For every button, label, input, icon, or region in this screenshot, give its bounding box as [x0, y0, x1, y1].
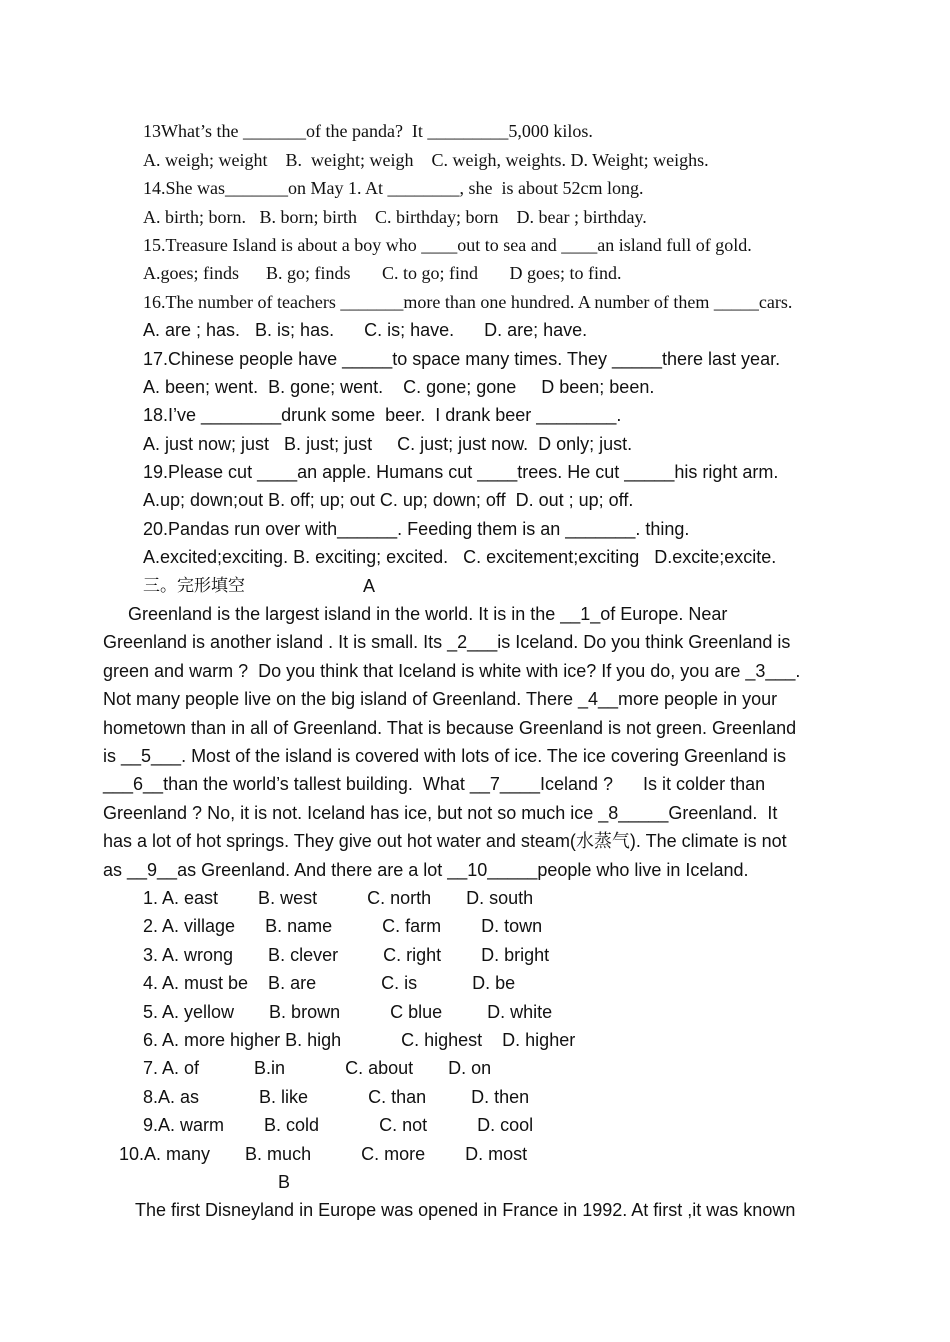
question-14: 14.She was_______on May 1. At ________, she is about 52cm long. [143, 178, 644, 198]
passage-a-line: ___6__than the world’s tallest building. What __7____Iceland ? Is it colder than [103, 774, 766, 794]
question-13: 13What’s the _______of the panda? It _________5,000 kilos. [143, 121, 593, 141]
passage-a-line: hometown than in all of Greenland. That is because Greenland is not green. Greenland [103, 718, 797, 738]
passage-a-line: Greenland is the largest island in the world. It is in the __1_of Europe. Near [103, 604, 728, 624]
options-18: A. just now; just B. just; just C. just; just now. D only; just. [143, 434, 633, 454]
passage-a-line: as __9__as Greenland. And there are a lot __10_____people who live in Iceland. [103, 860, 749, 880]
cloze-option-row: 7. A. of B.in C. about D. on [143, 1058, 492, 1078]
options-19: A.up; down;out B. off; up; out C. up; down; off D. out ; up; off. [143, 490, 634, 510]
cloze-option-row: 1. A. east B. west C. north D. south [143, 888, 534, 908]
options-15: A.goes; finds B. go; finds C. to go; find D goes; to find. [143, 263, 622, 283]
question-20: 20.Pandas run over with______. Feeding them is an _______. thing. [143, 519, 690, 539]
part-b-label: B [278, 1172, 291, 1192]
question-16: 16.The number of teachers _______more than one hundred. A number of them _____cars. [143, 292, 793, 312]
passage-a-line: green and warm ? Do you think that Iceland is white with ice? If you do, you are _3___. [103, 661, 801, 681]
cloze-option-row: 4. A. must be B. are C. is D. be [143, 973, 516, 993]
passage-a-line: Greenland ? No, it is not. Iceland has ice, but not so much ice _8_____Greenland. It [103, 803, 778, 823]
cloze-option-row: 3. A. wrong B. clever C. right D. bright [143, 945, 550, 965]
question-19: 19.Please cut ____an apple. Humans cut ____trees. He cut _____his right arm. [143, 462, 779, 482]
cloze-option-row: 10.A. many B. much C. more D. most [119, 1144, 528, 1164]
passage-a-line: Greenland is another island . It is small. Its _2___is Iceland. Do you think Greenland is [103, 632, 791, 652]
section-heading: 三。完形填空 [143, 576, 245, 596]
question-18: 18.I’ve ________drunk some beer. I drank beer ________. [143, 405, 622, 425]
passage-a-line: Not many people live on the big island of Greenland. There _4__more people in your [103, 689, 778, 709]
part-a-label: A [363, 576, 376, 596]
cloze-option-row: 8.A. as B. like C. than D. then [143, 1087, 530, 1107]
cloze-option-row: 5. A. yellow B. brown C blue D. white [143, 1002, 553, 1022]
options-14: A. birth; born. B. born; birth C. birthday; born D. bear ; birthday. [143, 207, 647, 227]
options-17: A. been; went. B. gone; went. C. gone; gone D been; been. [143, 377, 655, 397]
passage-a-line: has a lot of hot springs. They give out hot water and steam(水蒸气). The climate is not [103, 831, 787, 851]
passage-a-line: is __5___. Most of the island is covered with lots of ice. The ice covering Greenland is [103, 746, 787, 766]
cloze-option-row: 6. A. more higher B. high C. highest D. higher [143, 1030, 576, 1050]
passage-b-line: The first Disneyland in Europe was opened in France in 1992. At first ,it was known [135, 1200, 796, 1220]
options-13: A. weigh; weight B. weight; weigh C. weigh, weights. D. Weight; weighs. [143, 150, 709, 170]
options-16: A. are ; has. B. is; has. C. is; have. D. are; have. [143, 320, 588, 340]
question-17: 17.Chinese people have _____to space many times. They _____there last year. [143, 349, 781, 369]
options-20: A.excited;exciting. B. exciting; excited. C. excitement;exciting D.excite;excite. [143, 547, 777, 567]
cloze-option-row: 9.A. warm B. cold C. not D. cool [143, 1115, 534, 1135]
question-15: 15.Treasure Island is about a boy who ____out to sea and ____an island full of gold. [143, 235, 752, 255]
cloze-option-row: 2. A. village B. name C. farm D. town [143, 916, 543, 936]
